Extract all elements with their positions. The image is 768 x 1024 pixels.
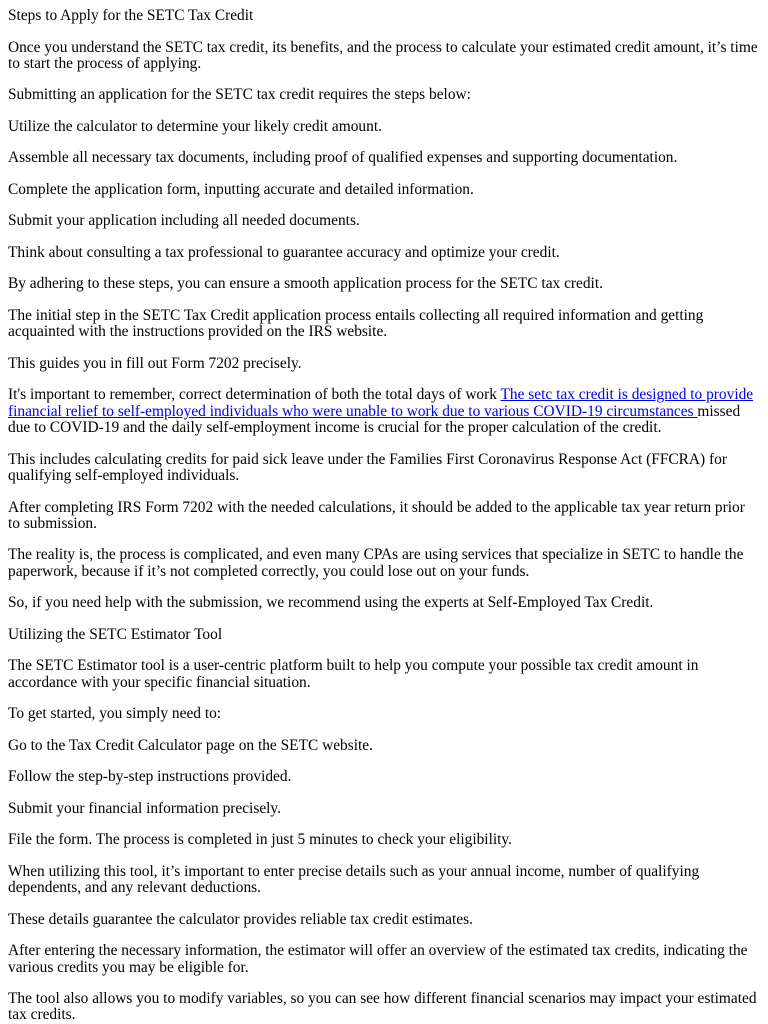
paragraph-overview: After entering the necessary information, the estimator will offer an overview of the estimated tax credits, indicating the various credits you may be eligible for.	[8, 942, 748, 976]
heading-steps-to-apply: Steps to Apply for the SETC Tax Credit	[8, 7, 254, 24]
step-consult-professional: Think about consulting a tax professional to guarantee accuracy and optimize your credit.	[8, 243, 560, 261]
step-complete-form: Complete the application form, inputting accurate and detailed information.	[8, 180, 474, 198]
paragraph-steps-intro: Submitting an application for the SETC tax credit requires the steps below:	[8, 86, 471, 104]
step-file-form: File the form. The process is completed in just 5 minutes to check your eligibility.	[8, 831, 512, 849]
step-submit-financial-info: Submit your financial information precisely.	[8, 799, 281, 817]
paragraph-form-7202: This guides you in fill out Form 7202 precisely.	[8, 354, 302, 372]
paragraph-adhering: By adhering to these steps, you can ensure a smooth application process for the SETC tax credit.	[8, 275, 603, 293]
step-submit-application: Submit your application including all needed documents.	[8, 212, 360, 230]
link-paragraph-after: missed due to COVID-19 and the daily self-employment income is crucial for the proper calculation of the credit.	[8, 402, 741, 437]
paragraph-get-started: To get started, you simply need to:	[8, 705, 222, 723]
heading-estimator-tool: Utilizing the SETC Estimator Tool	[8, 625, 223, 643]
paragraph-modify-variables: The tool also allows you to modify variables, so you can see how different financial scenarios may impact your estimated tax credits.	[8, 990, 757, 1024]
paragraph-intro: Once you understand the SETC tax credit, its benefits, and the process to calculate your estimated credit amount, it’s time to start the process of applying.	[8, 38, 758, 72]
step-utilize-calculator: Utilize the calculator to determine your likely credit amount.	[8, 117, 382, 135]
step-assemble-documents: Assemble all necessary tax documents, including proof of qualified expenses and supporting documentation.	[8, 149, 678, 167]
step-go-to-calculator: Go to the Tax Credit Calculator page on the SETC website.	[8, 736, 373, 754]
paragraph-estimator-intro: The SETC Estimator tool is a user-centric platform built to help you compute your possible tax credit amount in accordance with your specific financial situation.	[8, 657, 699, 691]
paragraph-after-form: After completing IRS Form 7202 with the needed calculations, it should be added to the applicable tax year return prior to submission.	[8, 498, 745, 532]
paragraph-recommend: So, if you need help with the submission, we recommend using the experts at Self-Employed Tax Credit.	[8, 594, 654, 612]
setc-info-link[interactable]: The setc tax credit is designed to provide financial relief to self-employed individuals who were unable to work due to various COVID-19 circumstances	[8, 386, 754, 420]
paragraph-with-link	[8, 387, 759, 436]
paragraph-precise-details: When utilizing this tool, it’s important to enter precise details such as your annual income, number of qualifying dependents, and any relevant deductions.	[8, 862, 700, 897]
step-follow-instructions: Follow the step-by-step instructions provided.	[8, 768, 292, 786]
paragraph-reliable-estimates: These details guarantee the calculator provides reliable tax credit estimates.	[8, 910, 473, 928]
paragraph-ffcra: This includes calculating credits for paid sick leave under the Families First Coronavirus Response Act (FFCRA) for qualifying self-employed individuals.	[8, 450, 727, 485]
paragraph-reality: The reality is, the process is complicated, and even many CPAs are using services that specialize in SETC to handle the paperwork, because if it’s not completed correctly, you could lose out on your funds.	[8, 546, 744, 580]
paragraph-initial-step: The initial step in the SETC Tax Credit application process entails collecting all required information and getting acquainted with the instructions provided on the IRS website.	[8, 306, 704, 341]
link-paragraph-before: It's important to remember, correct determination of both the total days of work	[8, 386, 501, 404]
